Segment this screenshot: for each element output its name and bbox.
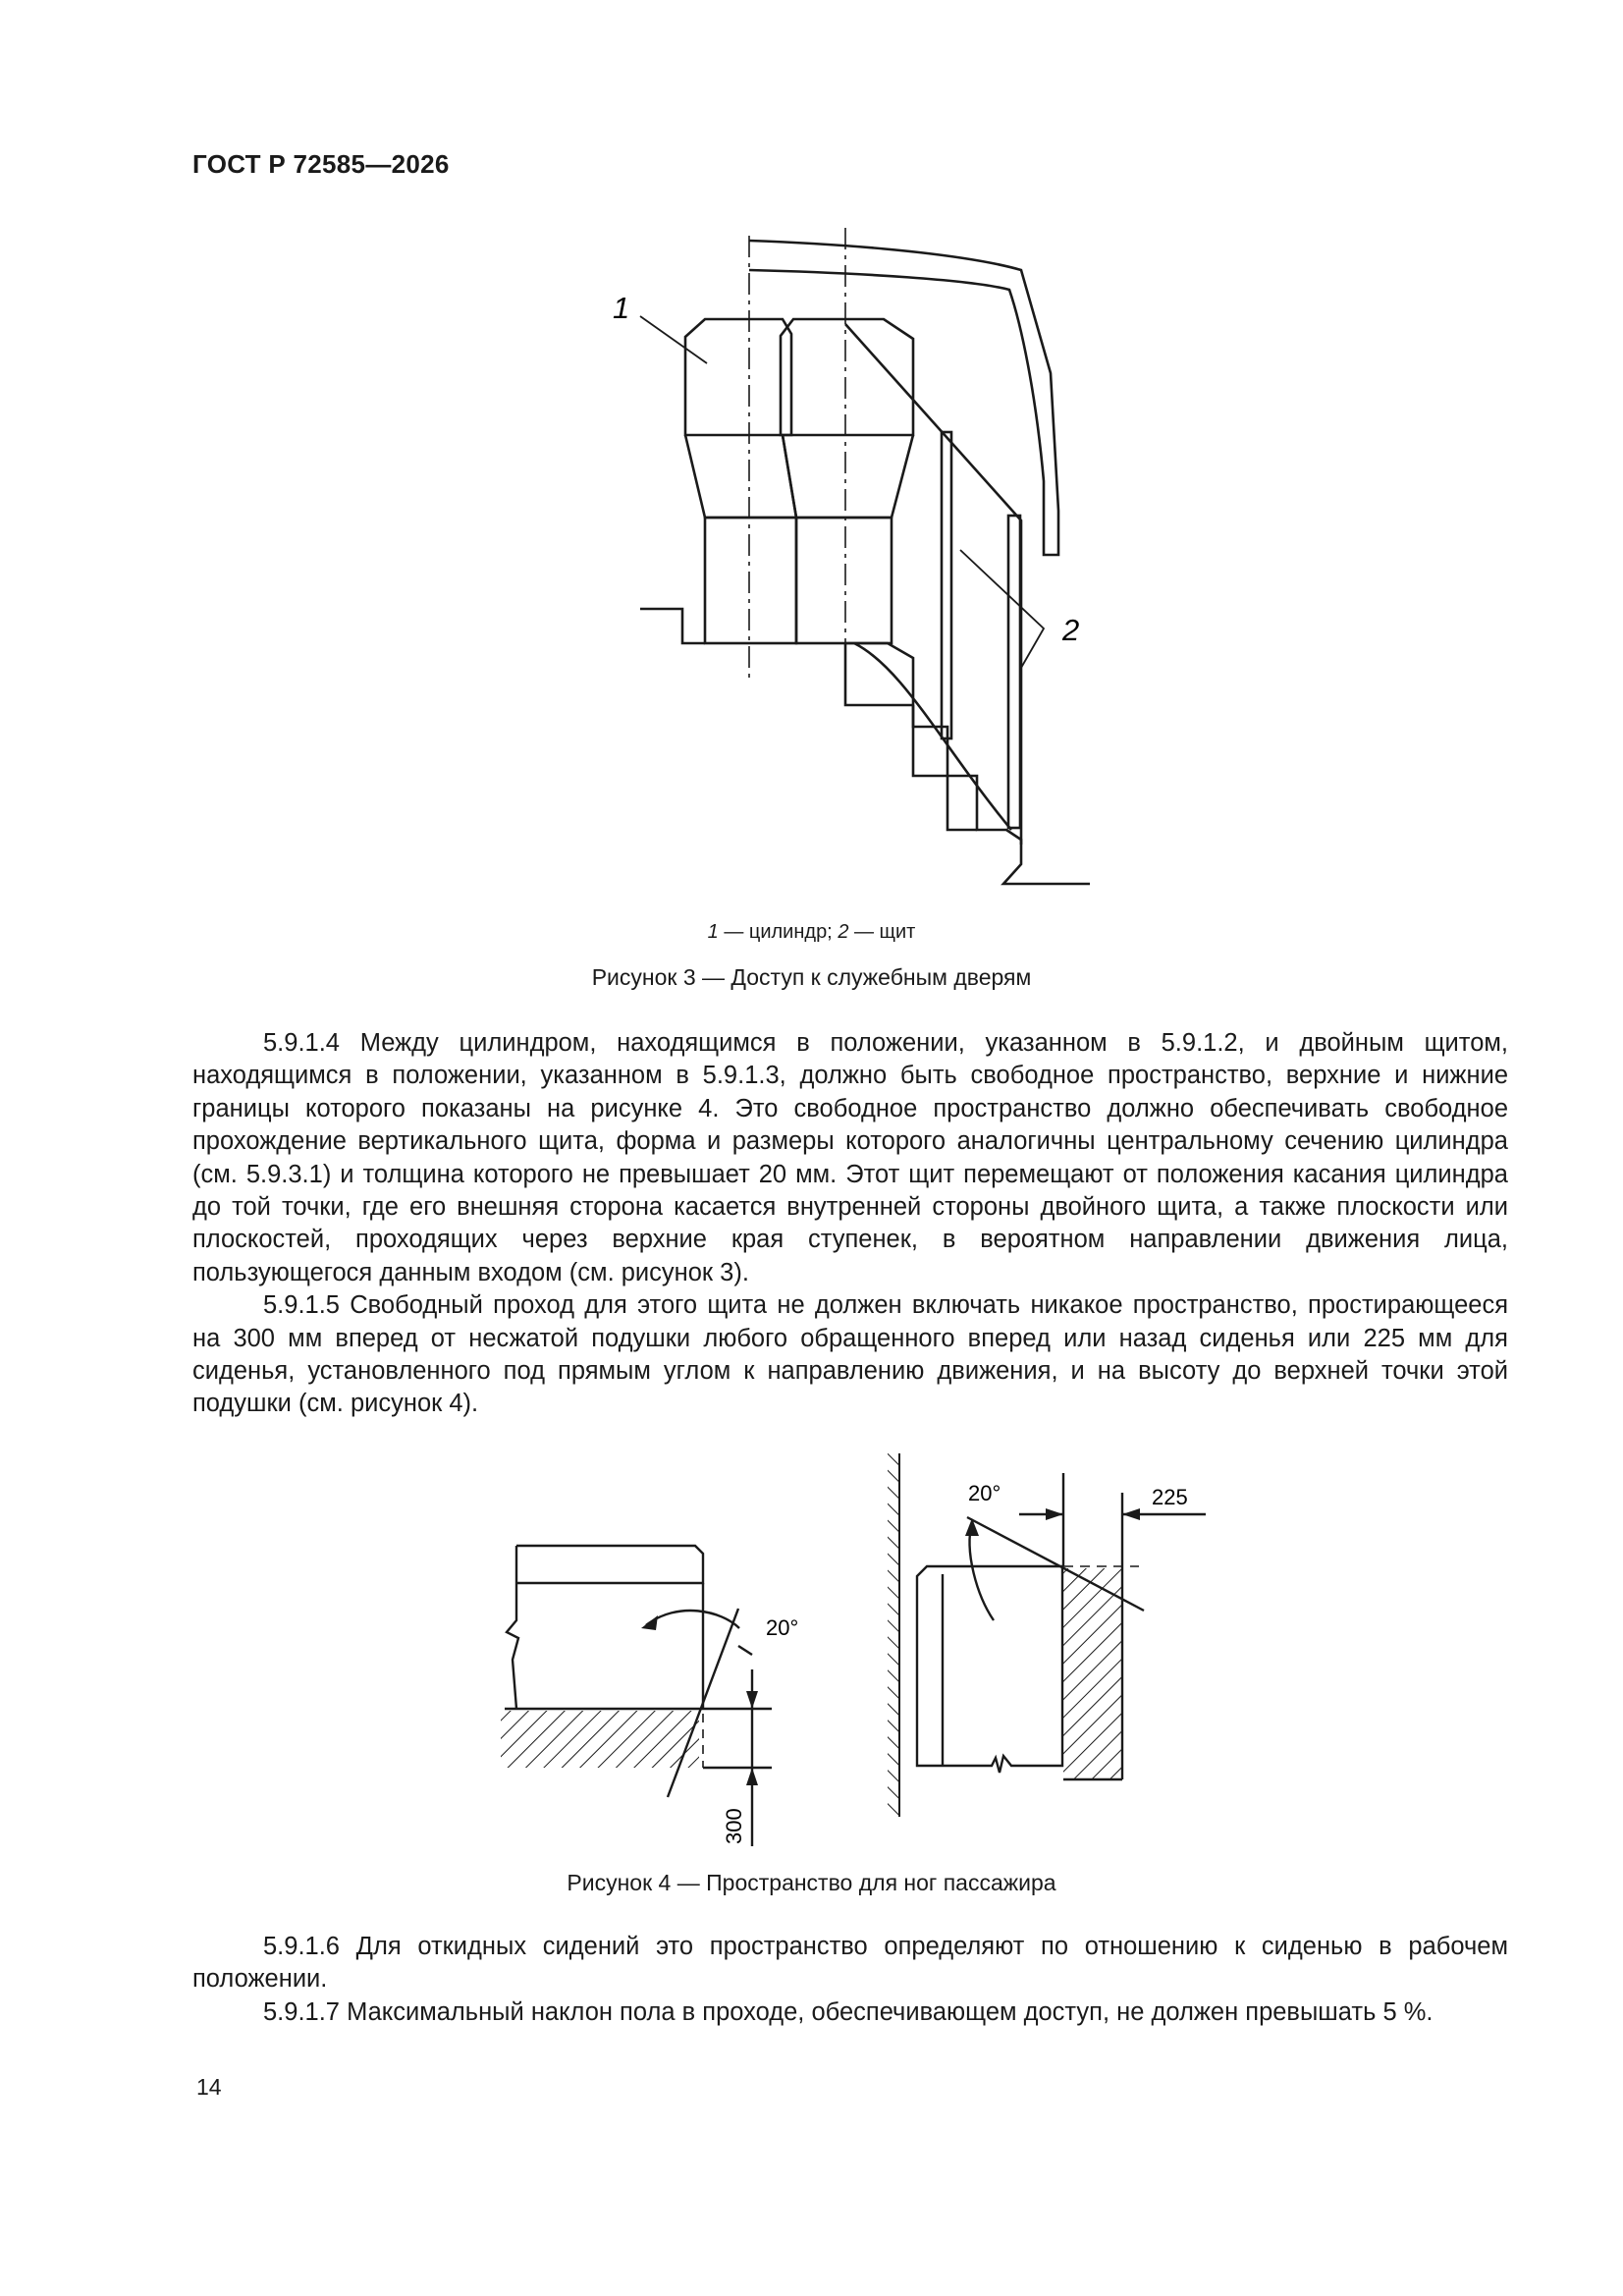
paragraph-5-9-1-6: 5.9.1.6 Для откидных сидений это пространство определяют по отношению к сиденью в рабочем положении. — [192, 1933, 1508, 1994]
figure-4-caption: Рисунок 4 — Пространство для ног пассажира — [567, 1870, 1056, 1895]
paragraph-5-9-1-7: 5.9.1.7 Максимальный наклон пола в проходе, обеспечивающем доступ, не должен превышать 5 %. — [263, 1997, 1434, 2026]
legend-text-1: — цилиндр; — [718, 921, 839, 943]
dim-300: 300 — [722, 1808, 746, 1844]
page-number: 14 — [196, 2074, 222, 2100]
section-text-1 — [192, 1027, 1508, 1421]
callout-2: 2 — [1062, 613, 1080, 647]
figure-3-drawing — [589, 221, 1119, 908]
document-header: ГОСТ Р 72585—2026 — [192, 149, 450, 179]
dim-225: 225 — [1152, 1485, 1188, 1509]
legend-num-2: 2 — [838, 921, 849, 943]
paragraph-5-9-1-4: 5.9.1.4 Между цилиндром, находящимся в положении, указанном в 5.9.1.2, и двойным щитом, находящимся в положении, указанном в 5.9.1.3, должно быть свободное пространство, верхние и нижние границы которого показаны на рисунке 4. Это свободное пространство должно обеспечивать свободное прохождение вертикального щита, форма и размеры которого аналогичны центральному сечению цилиндра (см. 5.9.3.1) и толщина которого не превышает 20 мм. Этот щит перемещают от положения касания цилиндра до той точки, где его внешняя сторона касается внутренней стороны двойного щита, а также плоскости или плоскостей, проходящих через верхние края ступенек, в вероятном направлении движения лица, пользующегося данным входом (см. рисунок 3). — [192, 1029, 1508, 1286]
angle-20-right: 20° — [968, 1481, 1001, 1505]
angle-20-left: 20° — [766, 1615, 799, 1640]
figure-4-drawing — [491, 1444, 1237, 1856]
figure-3-legend — [0, 921, 1623, 944]
legend-num-1: 1 — [707, 921, 719, 943]
legend-text-2: — щит — [848, 921, 916, 943]
figure-3-caption: Рисунок 3 — Доступ к служебным дверям — [591, 964, 1032, 990]
callout-1: 1 — [613, 291, 630, 325]
section-text-2 — [192, 1931, 1508, 2029]
paragraph-5-9-1-5: 5.9.1.5 Свободный проход для этого щита не должен включать никакое пространство, простирающееся на 300 мм вперед от несжатой подушки любого обращенного вперед или назад сиденья или 225 мм для сиденья, установленного под прямым углом к направлению движения, и на высоту до верхней точки этой подушки (см. рисунок 4). — [192, 1291, 1508, 1418]
